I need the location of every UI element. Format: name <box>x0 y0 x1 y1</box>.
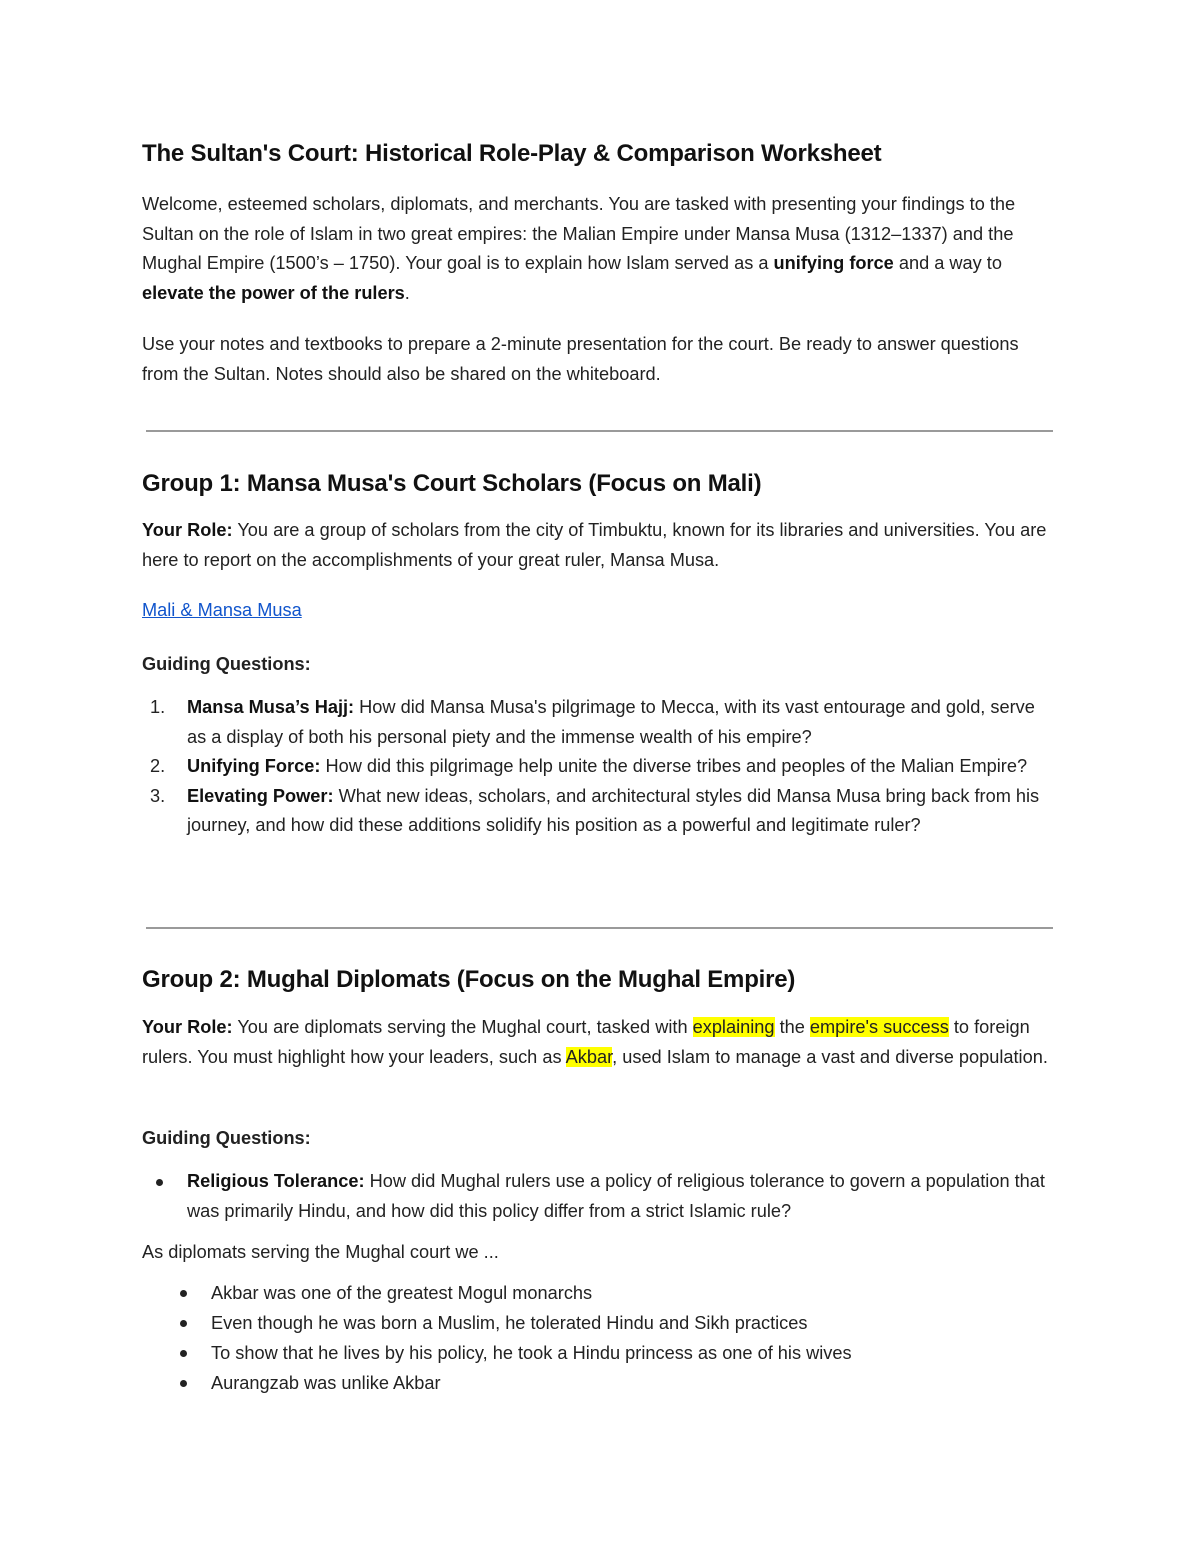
question-label: Mansa Musa’s Hajj: <box>187 697 355 717</box>
intro-text-c: . <box>404 282 410 303</box>
section-divider <box>146 927 1053 929</box>
note-text: Even though he was born a Muslim, he tolerated Hindu and Sikh practices <box>211 1313 808 1333</box>
list-item <box>142 782 1057 841</box>
group1-guiding-questions-label: Guiding Questions: <box>142 654 311 674</box>
highlight-akbar: Akbar <box>565 1046 613 1067</box>
group2-role-text-d: , used Islam to manage a vast and diverse population. <box>612 1046 1048 1067</box>
question-text: How did Mughal rulers use a policy of religious tolerance to govern a population that was primarily Hindu, and how did this policy differ from a strict Islamic rule? <box>187 1171 1045 1221</box>
intro-text-a: Welcome, esteemed scholars, diplomats, and merchants. You are tasked with presenting your findings to the Sultan on the role of Islam in two great empires: the Malian Empire under Mansa Musa (1312–1337) and the Mughal Empire (1500’s – 1750). Your goal is to explain how Islam served as a <box>142 194 1016 273</box>
group2-heading: Group 2: Mughal Diplomats (Focus on the Mughal Empire) <box>142 966 796 993</box>
group1-role <box>142 516 1057 575</box>
list-item <box>142 752 1057 782</box>
intro-bold-unifying: unifying force <box>773 253 894 273</box>
group1-heading: Group 1: Mansa Musa's Court Scholars (Focus on Mali) <box>142 470 762 497</box>
group1-role-label: Your Role: <box>142 520 233 540</box>
list-item <box>142 1368 1057 1398</box>
highlight-empires-success: empire's success <box>809 1017 949 1037</box>
list-item <box>142 1338 1057 1368</box>
question-text: How did Mansa Musa's pilgrimage to Mecca, with its vast entourage and gold, serve as a display of both his personal piety and the immense wealth of his empire? <box>187 697 1035 747</box>
highlight-explaining: explaining <box>692 1017 775 1037</box>
worksheet-title: The Sultan's Court: Historical Role-Play & Comparison Worksheet <box>142 140 882 167</box>
group1-questions-list <box>142 693 1057 841</box>
list-item <box>142 693 1057 752</box>
group2-role <box>142 1013 1057 1072</box>
intro-text-b: and a way to <box>893 253 1002 273</box>
list-number: 1. <box>150 697 166 717</box>
bullet-icon <box>180 1290 187 1297</box>
bullet-icon <box>156 1179 163 1186</box>
question-label: Elevating Power: <box>187 785 334 806</box>
diplomats-intro: As diplomats serving the Mughal court we ... <box>142 1242 499 1262</box>
note-text: Aurangzab was unlike Akbar <box>211 1373 441 1393</box>
question-label: Religious Tolerance: <box>187 1171 365 1191</box>
mali-mansa-musa-link[interactable]: Mali & Mansa Musa <box>142 600 302 620</box>
intro-paragraph <box>142 190 1057 308</box>
group2-role-text-b: the <box>774 1017 810 1037</box>
group2-guiding-questions-label: Guiding Questions: <box>142 1128 311 1148</box>
list-item <box>142 1278 1057 1308</box>
intro-bold-elevate: elevate the power of the rulers <box>142 282 405 303</box>
note-text: To show that he lives by his policy, he took a Hindu princess as one of his wives <box>211 1343 852 1363</box>
question-text: What new ideas, scholars, and architectural styles did Mansa Musa bring back from his journey, and how did these additions solidify his position as a powerful and legitimate ruler? <box>187 785 1040 835</box>
group2-role-label: Your Role: <box>142 1017 233 1037</box>
note-text: Akbar was one of the greatest Mogul monarchs <box>211 1283 593 1303</box>
question-label: Unifying Force: <box>187 756 321 776</box>
group2-role-text-a: You are diplomats serving the Mughal court, tasked with <box>232 1017 693 1037</box>
list-number: 3. <box>150 785 166 806</box>
list-number: 2. <box>150 756 166 776</box>
list-item <box>142 1308 1057 1338</box>
instructions-paragraph: Use your notes and textbooks to prepare a 2-minute presentation for the court. Be ready to answer questions from the Sultan. Notes should also be shared on the whiteboard. <box>142 334 1019 384</box>
group1-role-text: You are a group of scholars from the city of Timbuktu, known for its libraries and universities. You are here to report on the accomplishments of your great ruler, Mansa Musa. <box>142 520 1047 570</box>
bullet-icon <box>180 1380 187 1387</box>
bullet-icon <box>180 1320 187 1327</box>
list-item <box>142 1167 1057 1226</box>
group2-questions-list <box>142 1167 1057 1226</box>
question-text: How did this pilgrimage help unite the diverse tribes and peoples of the Malian Empire? <box>320 756 1028 776</box>
bullet-icon <box>180 1350 187 1357</box>
group2-role-text-c: to foreign rulers. You must highlight how your leaders, such as <box>142 1017 1030 1067</box>
section-divider <box>146 430 1053 432</box>
diplomat-notes-list <box>142 1278 1057 1398</box>
